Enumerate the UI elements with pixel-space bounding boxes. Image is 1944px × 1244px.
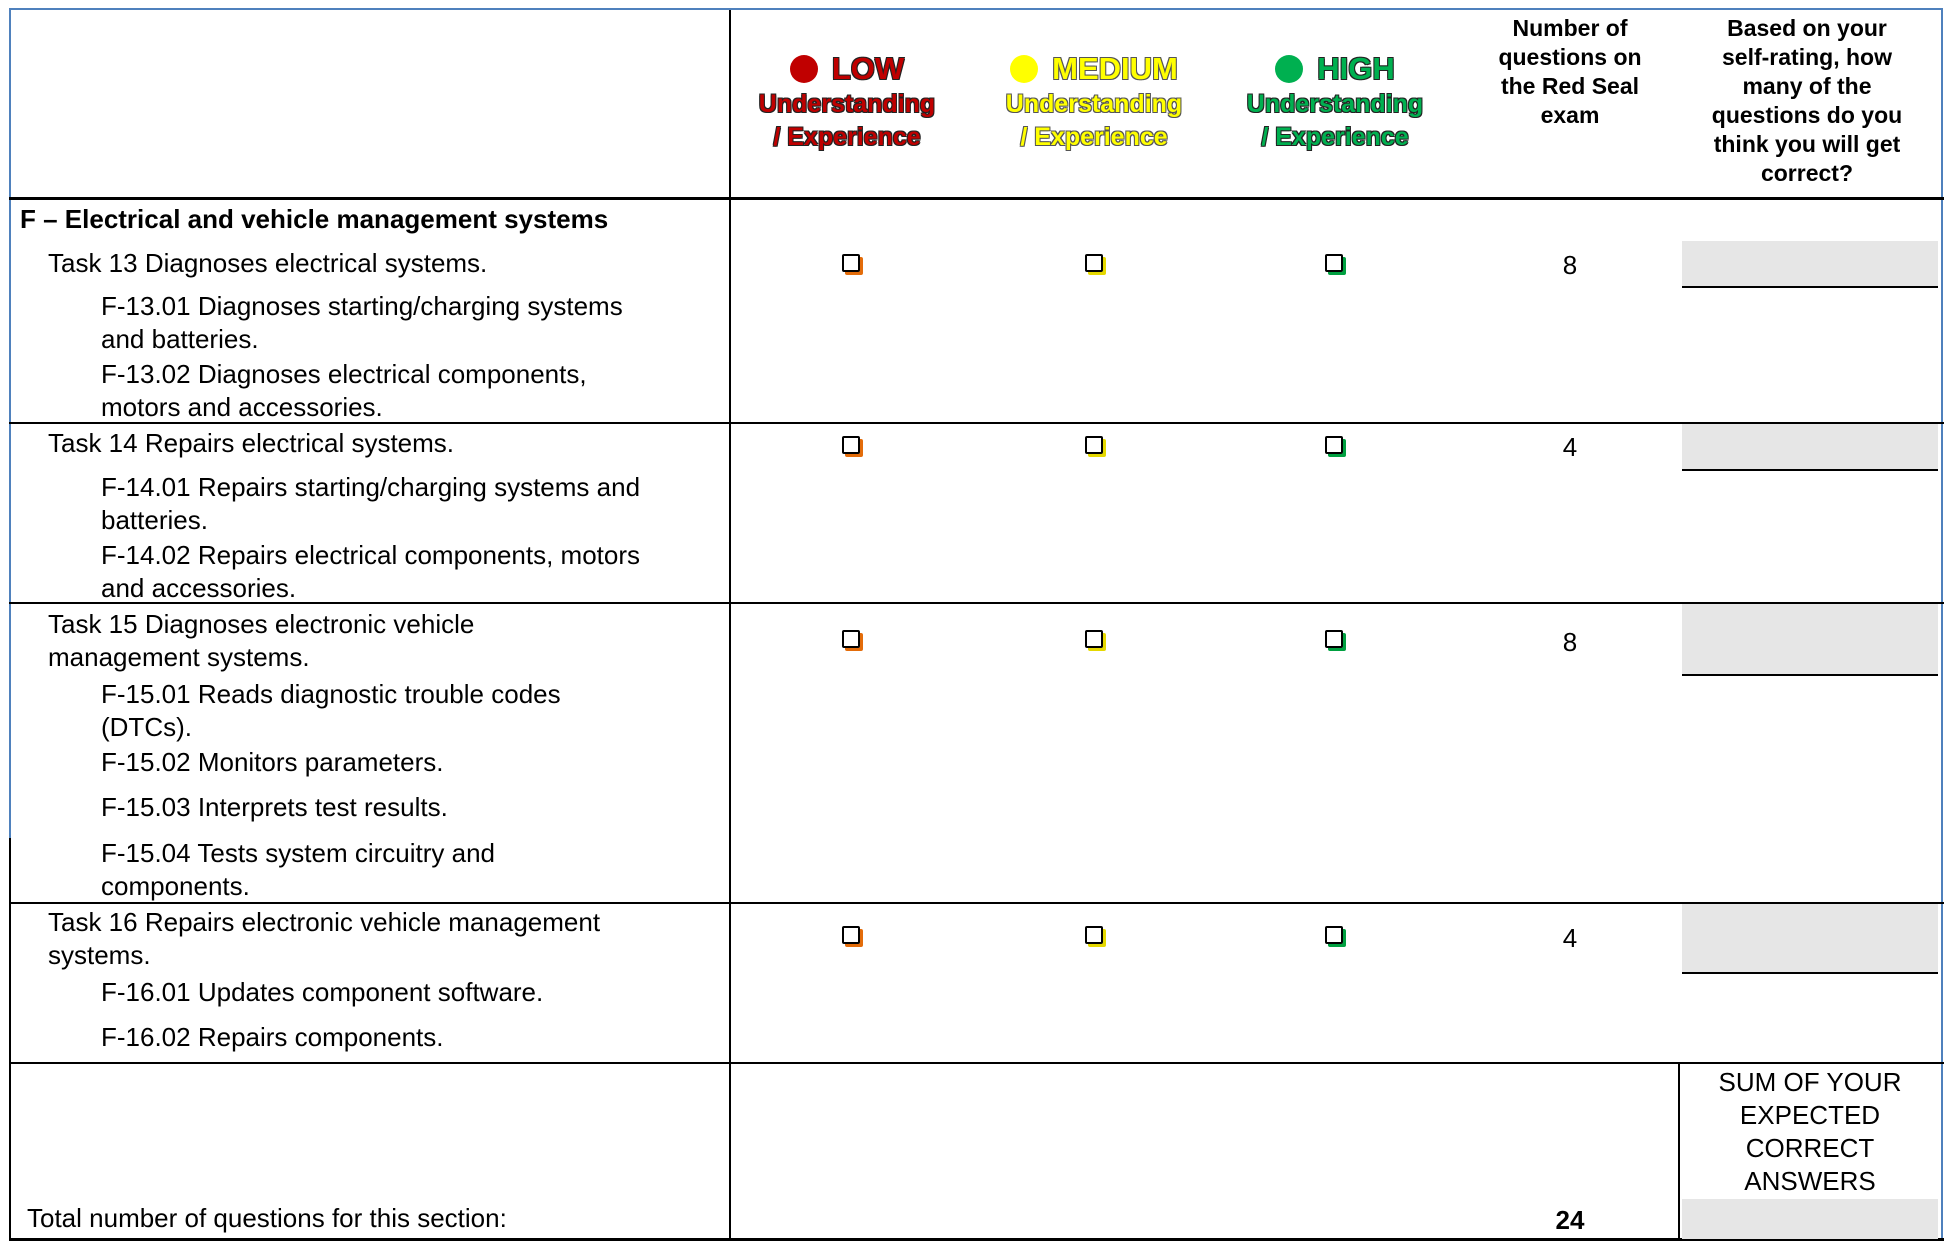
medium-sub1: Understanding	[1005, 90, 1183, 118]
total-value: 24	[1555, 1205, 1585, 1235]
subtask-text: F-16.01 Updates component software.	[101, 977, 544, 1007]
subtask-text: and batteries.	[101, 324, 259, 354]
question-count: 4	[1562, 923, 1578, 953]
task-14-title: Task 14 Repairs electrical systems.	[48, 428, 455, 458]
question-count: 4	[1562, 432, 1578, 462]
header-divider	[9, 197, 1944, 200]
num-questions-line: the Red Seal	[1500, 73, 1640, 99]
subtask-text: components.	[101, 871, 250, 901]
subtask-text: F-15.02 Monitors parameters.	[101, 747, 444, 777]
medium-sub2: / Experience	[1020, 123, 1168, 151]
task-15-title: Task 15 Diagnoses electronic vehicle	[48, 609, 475, 639]
sum-label-line: CORRECT	[1745, 1133, 1875, 1163]
header-medium	[975, 50, 1213, 154]
left-edge-bottom	[9, 838, 11, 1240]
expected-correct-field[interactable]	[1682, 241, 1938, 288]
medium-checkbox[interactable]	[1085, 254, 1103, 272]
subtask-text: F-14.01 Repairs starting/charging systems and	[101, 472, 641, 502]
self-rating-line: many of the	[1742, 73, 1872, 99]
num-questions-line: questions on	[1498, 44, 1642, 70]
expected-correct-field[interactable]	[1682, 904, 1938, 974]
high-checkbox[interactable]	[1325, 436, 1343, 454]
yellow-circle-icon	[1010, 55, 1038, 83]
medium-title: MEDIUM	[1052, 51, 1178, 86]
num-questions-header	[1475, 14, 1665, 130]
num-questions-line: exam	[1540, 102, 1600, 128]
self-rating-line: self-rating, how	[1722, 44, 1892, 70]
high-sub2: / Experience	[1261, 123, 1409, 151]
self-rating-line: Based on your	[1727, 15, 1887, 41]
subtask-text: F-16.02 Repairs components.	[101, 1022, 444, 1052]
high-checkbox[interactable]	[1325, 926, 1343, 944]
task-15-title-cont: management systems.	[48, 642, 310, 672]
green-circle-icon	[1275, 55, 1303, 83]
header-low	[732, 50, 962, 154]
self-rating-line: correct?	[1760, 160, 1854, 186]
medium-checkbox[interactable]	[1085, 630, 1103, 648]
header-high	[1220, 50, 1450, 154]
row-divider-4	[9, 1062, 1944, 1064]
sum-label-line: ANSWERS	[1744, 1166, 1876, 1196]
low-title: LOW	[831, 51, 905, 86]
high-title: HIGH	[1317, 51, 1395, 86]
sum-label-line: SUM OF YOUR	[1718, 1067, 1902, 1097]
table-bottom	[9, 1238, 1944, 1241]
high-sub1: Understanding	[1246, 90, 1424, 118]
question-count: 8	[1562, 627, 1578, 657]
sum-label-line: EXPECTED	[1739, 1100, 1881, 1130]
subtask-text: batteries.	[101, 505, 208, 535]
subtask-text: F-13.02 Diagnoses electrical components,	[101, 359, 587, 389]
expected-correct-field[interactable]	[1682, 424, 1938, 471]
subtask-text: and accessories.	[101, 573, 297, 603]
col-divider-1	[729, 10, 731, 1240]
self-rating-header	[1682, 14, 1932, 188]
low-checkbox[interactable]	[842, 926, 860, 944]
row-divider-2	[9, 602, 1944, 604]
subtask-text: F-13.01 Diagnoses starting/charging systems	[101, 291, 623, 321]
low-checkbox[interactable]	[842, 436, 860, 454]
task-13-title: Task 13 Diagnoses electrical systems.	[48, 248, 488, 278]
total-label: Total number of questions for this section:	[27, 1203, 507, 1233]
high-checkbox[interactable]	[1325, 254, 1343, 272]
row-divider-3	[9, 902, 1944, 904]
sum-expected-field[interactable]	[1682, 1199, 1938, 1239]
subtask-text: F-15.03 Interprets test results.	[101, 792, 448, 822]
expected-correct-field[interactable]	[1682, 604, 1938, 676]
task-16-title-cont: systems.	[48, 940, 151, 970]
low-checkbox[interactable]	[842, 254, 860, 272]
low-checkbox[interactable]	[842, 630, 860, 648]
task-16-title: Task 16 Repairs electronic vehicle management	[48, 907, 601, 937]
low-sub2: / Experience	[773, 123, 921, 151]
num-questions-line: Number of	[1512, 15, 1628, 41]
subtask-text: F-15.01 Reads diagnostic trouble codes	[101, 679, 561, 709]
medium-checkbox[interactable]	[1085, 436, 1103, 454]
col-divider-2	[1678, 1062, 1680, 1240]
self-rating-line: questions do you	[1711, 102, 1903, 128]
red-circle-icon	[790, 55, 818, 83]
low-sub1: Understanding	[758, 90, 936, 118]
section-title: F – Electrical and vehicle management systems	[20, 204, 609, 234]
subtask-text: F-14.02 Repairs electrical components, motors	[101, 540, 641, 570]
subtask-text: motors and accessories.	[101, 392, 383, 422]
subtask-text: F-15.04 Tests system circuitry and	[101, 838, 495, 868]
high-checkbox[interactable]	[1325, 630, 1343, 648]
self-rating-line: think you will get	[1713, 131, 1901, 157]
medium-checkbox[interactable]	[1085, 926, 1103, 944]
question-count: 8	[1562, 250, 1578, 280]
subtask-text: (DTCs).	[101, 712, 192, 742]
sum-label	[1682, 1066, 1938, 1198]
